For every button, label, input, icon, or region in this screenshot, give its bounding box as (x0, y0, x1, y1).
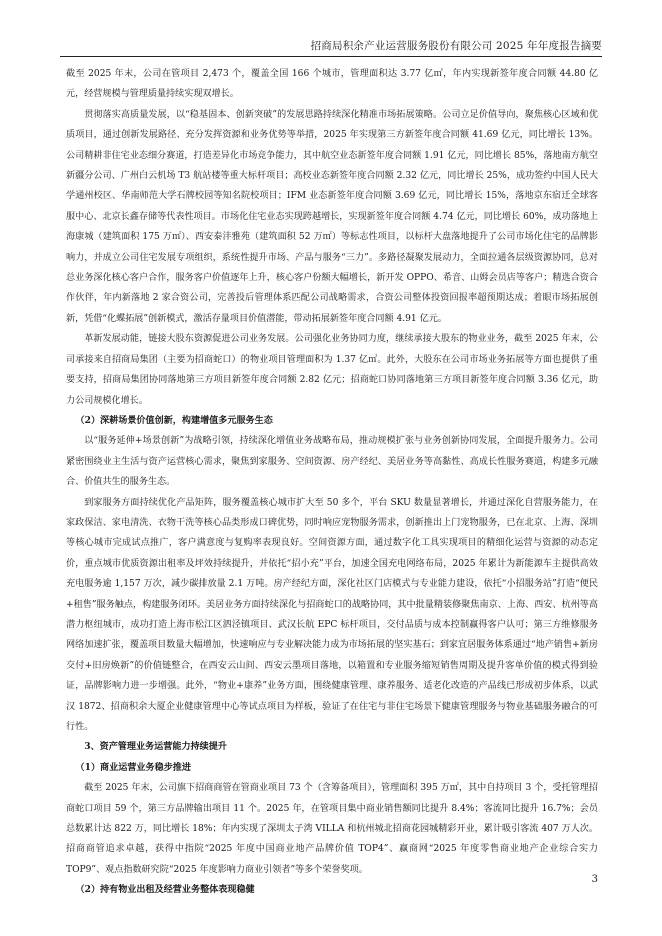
paragraph-commercial-ops: 截至 2025 年末，公司旗下招商商管在管商业项目 73 个（含筹备项目），管理面积 395 万㎡，其中自持项目 3 个，受托管理招商蛇口项目 59 个，第三方品牌输出项目 11 个。2025 年，在管项目集中商业销售额同比提升 8.4%；客流同比提升 16.7%；会员总数累计达 822 万，同比增长 18%；年内实现了深圳太子湾 VILLA 和杭州城北招商花园城精彩开业，累计吸引客流 407 万人次。招商商管追求卓越，获得中指院“2025 年度中国商业地产品牌价值 TOP4”、赢商网“2025 年度零售商业地产企业综合实力 TOP9”、观点指数研究院“2025 年度影响力商业引领者”等多个荣誉奖项。 (66, 783, 598, 875)
section-heading-asset-management: 3、资产管理业务运营能力持续提升 (84, 741, 227, 753)
paragraph-shareholder-synergy: 革新发展动能，链接大股东资源促进公司业务发展。公司强化业务协同力度，继续承接大股东的物业业务，截至 2025 年末，公司承接来自招商局集团（主要为招商蛇口）的物业项目管理面积为 1.37 亿㎡。此外，大股东在公司市场业务拓展等方面也提供了重要支持，招商局集团协同落地第三方项目新签年度合同额 2.82 亿元；招商蛇口协同落地第三方项目新签年度合同额 3.36 亿元，助力公司规模化增长。 (66, 334, 598, 406)
document-body (66, 64, 598, 901)
header-rule (60, 56, 602, 57)
paragraph-market-expansion: 贯彻落实高质量发展，以“稳基固本、创新突破”的发展思路持续深化精准市场拓展策略。公司立足价值导向，聚焦核心区域和优质项目，通过创新发展路径、充分发挥资源和业务优势等举措，2025 年实现第三方新签年度合同额 41.69 亿元，同比增长 13%。公司精耕非住宅业态细分赛道，打造差异化市场竞争能力，其中航空业态新签年度合同额 1.91 亿元，同比增长 85%，落地南方航空新疆分公司、广州白云机场 T3 航站楼等重大标杆项目；高校业态新签年度合同额 2.32 亿元，同比增长 25%，成功签约中国人民大学通州校区、华南师范大学石牌校园等知名院校项目；IFM 业态新签年度合同额 3.69 亿元，同比增长 15%，落地京东宿迁全球客服中心、北京长鑫存储等代表性项目。市场化住宅业态实现跨越增长，实现新签年度合同额 4.74 亿元，同比增长 60%，成功落地上海康城（建筑面积 175 万㎡）、西安泰沣雅苑（建筑面积 52 万㎡）等标志性项目，以标杆大盘落地提升了公司市场化住宅的品牌影响力，并成立公司住宅发展专项组织，系统性提升市场、产品与服务“三力”。多路径凝聚发展动力，全面拉通各层级资源协同，总对总业务深化核心客户合作，服务客户价值逐年上升，核心客户份额大幅增长，新开发 OPPO、希音、山姆会员店等客户；精选合资合作伙伴，年内新落地 2 家合资公司，完善投后管理体系匹配公司战略需求，合资公司整体投资回报率超预期达成；着眼市场拓展创新，凭借“化蝶拓展”创新模式，激活存量项目价值潜能，带动拓展新签年度合同额 4.91 亿元。 (66, 109, 598, 324)
page-number: 3 (591, 874, 598, 885)
subsection-heading-commercial-ops: （1）商业运营业务稳步推进 (75, 761, 191, 773)
paragraph-scale-summary: 截至 2025 年末，公司在管项目 2,473 个，覆盖全国 166 个城市，管理面积达 3.77 亿㎡，年内实现新签年度合同额 44.80 亿元，经营规模与管理质量持续实现双增长。 (66, 69, 598, 100)
subsection-heading-leasing: （2）持有物业出租及经营业务整体表现稳健 (75, 884, 255, 896)
paragraph-value-added-details: 到家服务方面持续优化产品矩阵，服务覆盖核心城市扩大至 50 多个，平台 SKU 数量显著增长，并通过深化自营服务能力，在家政保洁、家电清洗、衣物干洗等核心品类形成口碑优势，同时响应宠物服务需求，创新推出上门宠物服务，已在北京、上海、深圳等核心城市完成试点推广，客户满意度与复购率表现良好。空间资源方面，通过数字化工具实现项目的精细化运营与资源的动态定价，重点城市优质资源出租率及坪效持续提升，并依托“招小充”平台，加速全国充电网络布局，2025 年累计为新能源车主提供高效充电服务逾 1,157 万次，减少碳排放量 2.1 万吨。房产经纪方面，深化社区门店模式与专业能力建设，依托“小招服务站”打造“便民+租售”服务触点，构建服务闭环。美居业务方面持续深化与招商蛇口的战略协同，其中批量精装修聚焦南京、上海、西安、杭州等高潜力枢纽城市，成功打造上海市松江区泗泾镇项目、武汉长航 EPC 标杆项目，交付品质与成本控制赢得客户认可；第三方维修服务网络加速扩张，覆盖项目数量大幅增加，快速响应与专业解决能力成为市场拓展的坚实基石；到家宜居服务体系通过“地产销售+新房交付+旧房焕新”的价值链整合，在西安云山间、西安云墨项目落地，以箱置和专业服务缩短销售周期及提升客单价值的模式得到验证，品牌影响力进一步增强。此外，“物业+康养”业务方面，围绕健康管理、康养服务、适老化改造的产品线已形成初步体系，以武汉 1872、招商积余大厦企业健康管理中心等试点项目为样板，验证了在住宅与非住宅场景下健康管理服务与物业基础服务融合的可行性。 (66, 497, 598, 732)
section-heading-value-added: （2）深耕场景价值创新，构建增值多元服务生态 (75, 414, 273, 426)
paragraph-service-ecosystem: 以“服务延伸+场景创新”为战略引领，持续深化增值业务战略布局，推动规模扩张与业务创新协同发展，全面提升服务力。公司紧密围绕业主生活与资产运营核心需求，聚焦到家服务、空间资源、房产经纪、美居业务等高黏性、高成长性服务赛道，构建多元融合、价值共生的服务生态。 (66, 436, 598, 488)
report-header: 招商局积余产业运营服务股份有限公司 2025 年年度报告摘要 (310, 40, 602, 52)
